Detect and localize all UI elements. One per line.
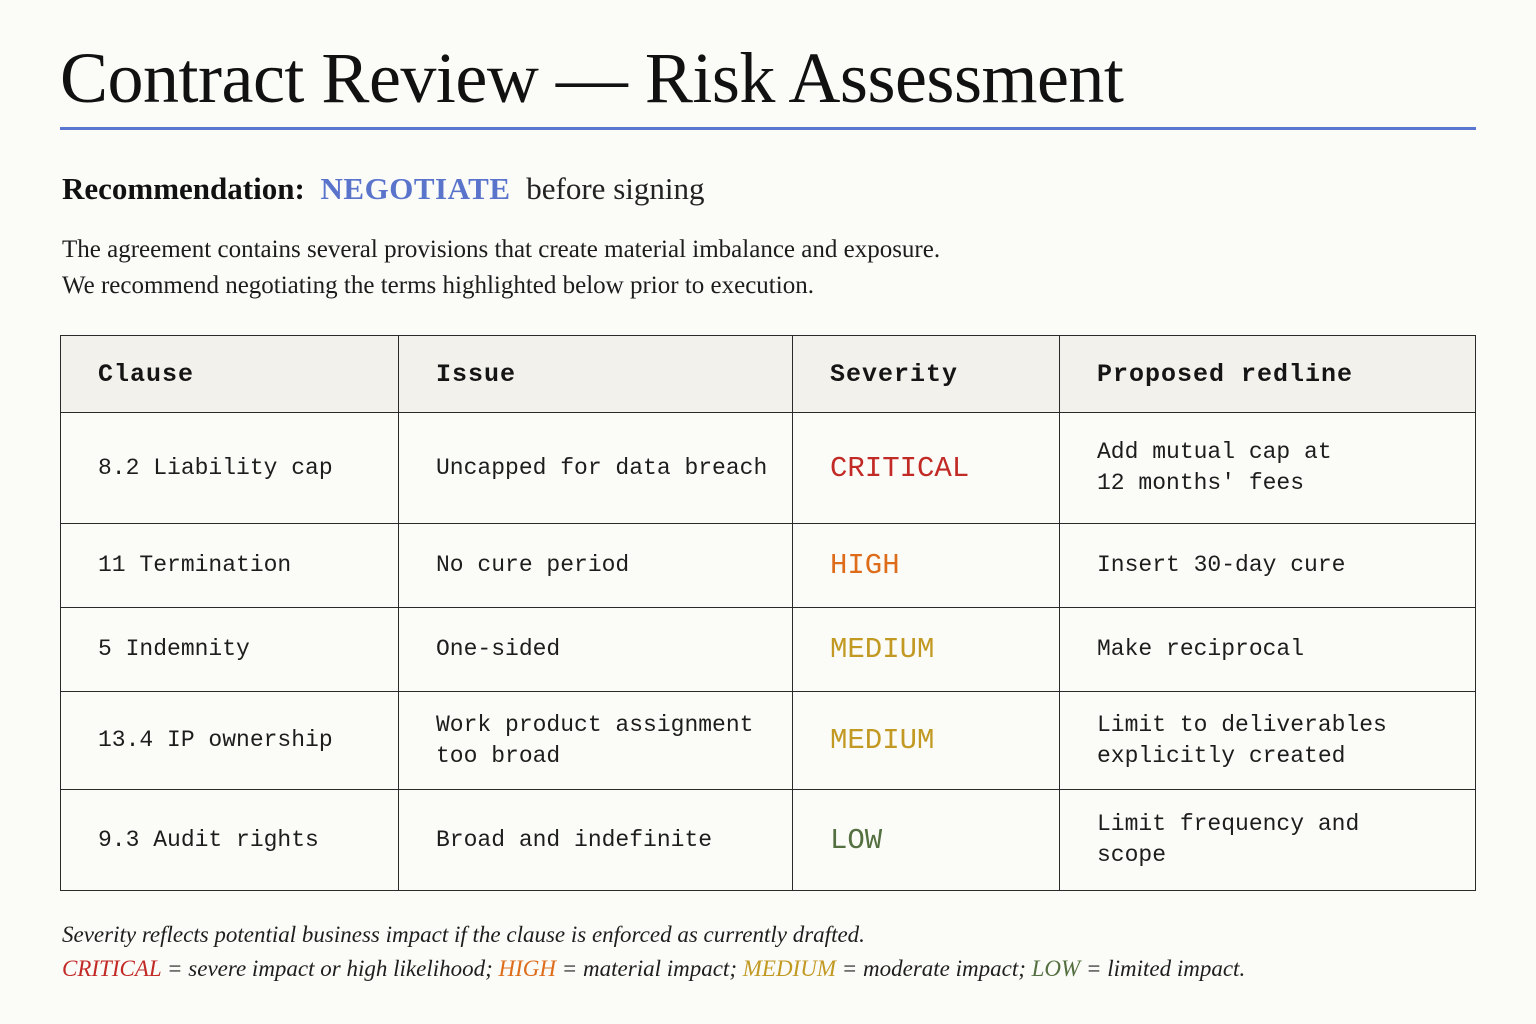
clause-cell: 11 Termination <box>61 524 399 608</box>
redline-line: explicitly created <box>1097 742 1346 769</box>
table-row <box>61 524 1476 608</box>
legend-level: LOW <box>1031 956 1081 981</box>
redline-line: Add mutual cap at <box>1097 439 1332 465</box>
redline-line: scope <box>1097 842 1167 868</box>
table-row <box>61 790 1476 891</box>
header-severity: Severity <box>793 336 1060 413</box>
clause-cell: 9.3 Audit rights <box>61 790 399 891</box>
header-issue: Issue <box>399 336 793 413</box>
table-row <box>61 608 1476 692</box>
table-row <box>61 692 1476 790</box>
severity-badge: HIGH <box>793 524 1060 608</box>
recommendation-suffix: before signing <box>526 171 705 206</box>
legend-text: = limited impact. <box>1080 956 1246 981</box>
redline-line: Limit frequency and <box>1097 811 1360 837</box>
issue-line: No cure period <box>436 552 630 578</box>
legend-text: = moderate impact; <box>835 956 1032 981</box>
clause-cell: 5 Indemnity <box>61 608 399 692</box>
issue-cell <box>399 790 793 891</box>
issue-line: One-sided <box>436 636 561 662</box>
issue-cell <box>399 413 793 524</box>
redline-cell <box>1060 692 1476 790</box>
recommendation-verdict: NEGOTIATE <box>320 171 511 206</box>
severity-footnote <box>62 918 1245 986</box>
table-header-row <box>61 336 1476 413</box>
clause-cell: 13.4 IP ownership <box>61 692 399 790</box>
redline-line: Insert 30-day cure <box>1097 552 1346 578</box>
issue-line: too broad <box>436 742 561 769</box>
severity-badge: LOW <box>793 790 1060 891</box>
summary-line: The agreement contains several provisions that create material imbalance and exposure. <box>62 236 941 263</box>
header-proposed-redline: Proposed redline <box>1060 336 1476 413</box>
issue-line: Uncapped for data breach <box>436 454 768 481</box>
table-row <box>61 413 1476 524</box>
severity-badge: CRITICAL <box>793 413 1060 524</box>
clause-cell: 8.2 Liability cap <box>61 413 399 524</box>
issue-cell <box>399 608 793 692</box>
recommendation-label: Recommendation: <box>62 171 305 206</box>
issue-cell <box>399 692 793 790</box>
legend-level: MEDIUM <box>742 956 836 981</box>
severity-badge: MEDIUM <box>793 608 1060 692</box>
redline-cell <box>1060 608 1476 692</box>
legend-text: = severe impact or high likelihood; <box>161 956 499 981</box>
legend-level: HIGH <box>498 956 557 981</box>
issue-line: Work product assignment <box>436 711 754 738</box>
page-title: Contract Review — Risk Assessment <box>60 38 1124 118</box>
summary-paragraph <box>62 232 940 304</box>
severity-badge: MEDIUM <box>793 692 1060 790</box>
recommendation <box>62 170 705 208</box>
legend-text: = material impact; <box>556 956 743 981</box>
issue-cell <box>399 524 793 608</box>
redline-cell <box>1060 413 1476 524</box>
redline-cell <box>1060 790 1476 891</box>
summary-line: We recommend negotiating the terms highlighted below prior to execution. <box>62 272 814 299</box>
redline-line: Limit to deliverables <box>1097 711 1387 738</box>
redline-line: 12 months' fees <box>1097 470 1305 496</box>
severity-legend <box>62 952 1245 986</box>
legend-level: CRITICAL <box>62 956 162 981</box>
risk-table <box>60 335 1476 891</box>
footnote-line: Severity reflects potential business impact if the clause is enforced as currently drafted. <box>62 922 865 947</box>
title-divider <box>60 127 1476 130</box>
issue-line: Broad and indefinite <box>436 826 713 853</box>
redline-cell <box>1060 524 1476 608</box>
header-clause: Clause <box>61 336 399 413</box>
redline-line: Make reciprocal <box>1097 636 1305 662</box>
